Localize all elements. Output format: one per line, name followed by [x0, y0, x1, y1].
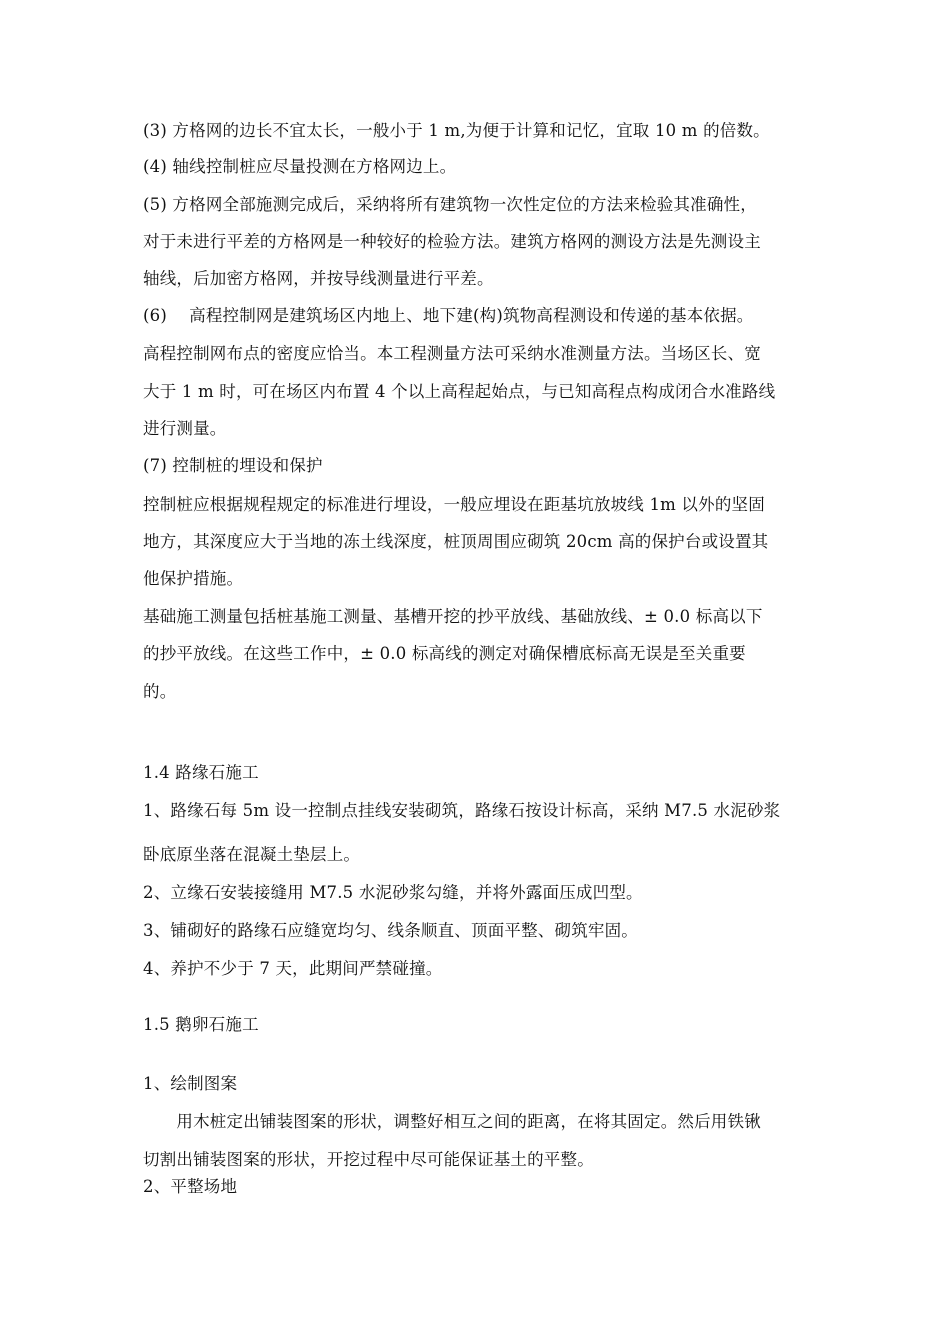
text-line: 进行测量。: [143, 419, 227, 438]
text-line: (6) 高程控制网是建筑场区内地上、地下建(构)筑物高程测设和传递的基本依据。: [143, 306, 754, 325]
text-line: 1、绘制图案: [143, 1074, 238, 1093]
text-line: 的抄平放线。在这些工作中，± 0.0 标高线的测定对确保槽底标高无误是至关重要: [143, 644, 746, 663]
text-line: 轴线，后加密方格网，并按导线测量进行平差。: [143, 269, 494, 288]
text-line: 他保护措施。: [143, 569, 244, 588]
text-line: (3) 方格网的边长不宜太长，一般小于 1 m,为便于计算和记忆，宜取 10 m 的倍数。: [143, 121, 770, 140]
text-line: 大于 1 m 时，可在场区内布置 4 个以上高程起始点，与已知高程点构成闭合水准路线: [143, 382, 776, 401]
text-line: 2、立缘石安装接缝用 M7.5 水泥砂浆勾缝，并将外露面压成凹型。: [143, 883, 643, 902]
text-line: 控制桩应根据规程规定的标准进行埋设，一般应埋设在距基坑放坡线 1m 以外的坚固: [143, 495, 765, 514]
text-line: 3、铺砌好的路缘石应缝宽均匀、线条顺直、顶面平整、砌筑牢固。: [143, 921, 638, 940]
section-heading: 1.5 鹅卵石施工: [143, 1015, 259, 1034]
text-line: 对于未进行平差的方格网是一种较好的检验方法。建筑方格网的测设方法是先测设主: [143, 232, 761, 251]
text-line: 切割出铺装图案的形状，开挖过程中尽可能保证基土的平整。: [143, 1150, 594, 1169]
text-line: 的。: [143, 682, 177, 701]
text-line: (5) 方格网全部施测完成后，采纳将所有建筑物一次性定位的方法来检验其准确性，: [143, 195, 757, 214]
text-line: (4) 轴线控制桩应尽量投测在方格网边上。: [143, 157, 457, 176]
text-line: 基础施工测量包括桩基施工测量、基槽开挖的抄平放线、基础放线、± 0.0 标高以下: [143, 607, 763, 626]
section-heading: 1.4 路缘石施工: [143, 763, 259, 782]
text-line: 4、养护不少于 7 天，此期间严禁碰撞。: [143, 959, 443, 978]
text-line: 2、平整场地: [143, 1177, 238, 1196]
text-line: 卧底原坐落在混凝土垫层上。: [143, 845, 361, 864]
text-line: 高程控制网布点的密度应恰当。本工程测量方法可采纳水准测量方法。当场区长、宽: [143, 344, 761, 363]
text-line: 1、路缘石每 5m 设一控制点挂线安装砌筑，路缘石按设计标高，采纳 M7.5 水泥砂浆: [143, 801, 781, 820]
text-line: 地方，其深度应大于当地的冻土线深度，桩顶周围应砌筑 20cm 高的保护台或设置其: [143, 532, 769, 551]
text-line: 用木桩定出铺装图案的形状，调整好相互之间的距离，在将其固定。然后用铁锹: [143, 1112, 761, 1131]
text-line: (7) 控制桩的埋设和保护: [143, 456, 323, 475]
